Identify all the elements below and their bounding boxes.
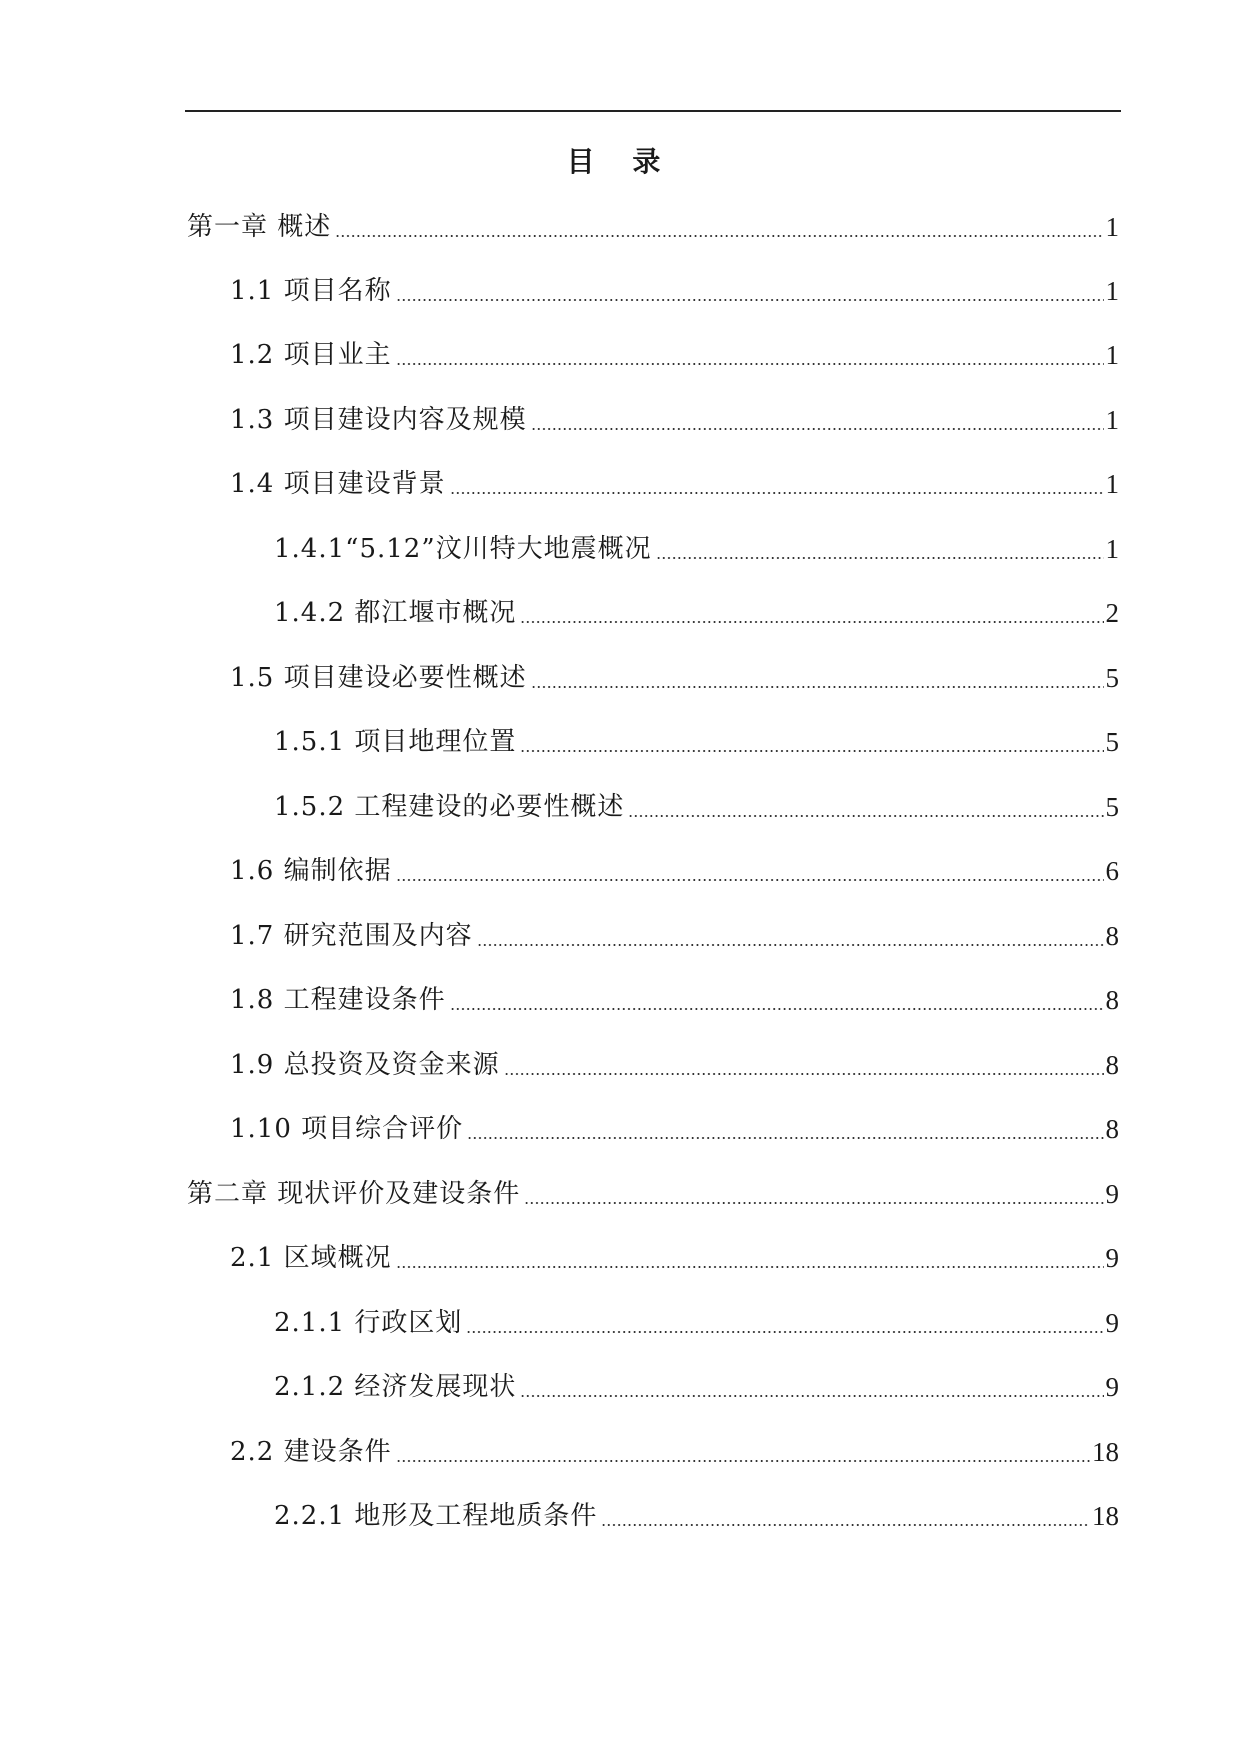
toc-entry-page: 1 [1105,340,1119,370]
toc-entry[interactable] [230,1109,1119,1149]
toc-entry[interactable] [274,529,1119,569]
toc-entry-label: 1.4.1“5.12”汶川特大地震概况 [274,534,652,564]
dot-leader [466,1303,1103,1343]
dot-leader [601,1496,1090,1536]
toc-entry-page: 1 [1105,276,1119,306]
toc-entry-page: 1 [1105,469,1119,499]
toc-entry-label: 1.5 项目建设必要性概述 [230,663,527,693]
toc-entry[interactable] [230,464,1119,504]
toc-entry-page: 1 [1105,405,1119,435]
dot-leader [531,658,1104,698]
toc-entry-label: 1.1 项目名称 [230,276,392,306]
toc-entry-page: 18 [1092,1437,1119,1467]
toc-entry-page: 5 [1105,727,1119,757]
toc-entry-label: 1.3 项目建设内容及规模 [230,405,527,435]
toc-entry[interactable] [274,1496,1119,1536]
dot-leader [656,529,1104,569]
toc-entry[interactable] [274,787,1119,827]
dot-leader [335,207,1103,247]
toc-entry-label: 2.1 区域概况 [230,1243,392,1273]
dot-leader [504,1045,1104,1085]
toc-entry-label: 1.7 研究范围及内容 [230,921,473,951]
dot-leader [450,980,1104,1020]
toc-entry-label: 1.6 编制依据 [230,856,392,886]
dot-leader [450,464,1104,504]
toc-entry[interactable] [230,1238,1119,1278]
toc-entry-page: 6 [1105,856,1119,886]
toc-entry-label: 2.1.2 经济发展现状 [274,1372,517,1402]
toc-entry[interactable] [230,916,1119,956]
dot-leader [520,593,1103,633]
dot-leader [524,1174,1103,1214]
toc-entry-label: 1.9 总投资及资金来源 [230,1050,500,1080]
toc-entry-label: 2.2.1 地形及工程地质条件 [274,1501,598,1531]
toc-entry-label: 1.10 项目综合评价 [230,1114,464,1144]
dot-leader [396,851,1104,891]
dot-leader [520,1367,1103,1407]
toc-entry[interactable] [230,658,1119,698]
toc-entry[interactable] [230,335,1119,375]
toc-entry[interactable] [187,1174,1119,1214]
toc-entry-label: 2.2 建设条件 [230,1437,392,1467]
toc-entry-page: 8 [1105,921,1119,951]
dot-leader [396,1238,1104,1278]
toc-entry[interactable] [274,722,1119,762]
toc-entry-page: 5 [1105,792,1119,822]
toc-title: 目 录 [566,145,675,178]
dot-leader [531,400,1104,440]
dot-leader [628,787,1103,827]
toc-entry-label: 第二章 现状评价及建设条件 [187,1179,521,1209]
dot-leader [467,1109,1103,1149]
toc-entry-page: 9 [1105,1243,1119,1273]
toc-entry-page: 18 [1092,1501,1119,1531]
toc-entry-label: 第一章 概述 [187,212,332,242]
toc-entry[interactable] [230,851,1119,891]
toc-entry-label: 1.5.1 项目地理位置 [274,727,517,757]
toc-entry-page: 8 [1105,1114,1119,1144]
toc-entry-page: 8 [1105,1050,1119,1080]
toc-entry[interactable] [187,207,1119,247]
toc-entry[interactable] [274,593,1119,633]
toc-entry-page: 9 [1105,1179,1119,1209]
toc-entry[interactable] [230,271,1119,311]
toc-entry[interactable] [230,400,1119,440]
toc-entry-page: 1 [1105,534,1119,564]
toc-entry[interactable] [274,1303,1119,1343]
toc-entry-label: 1.2 项目业主 [230,340,392,370]
dot-leader [520,722,1103,762]
toc-entry-page: 2 [1105,598,1119,628]
dot-leader [396,1432,1090,1472]
toc-entry[interactable] [230,1432,1119,1472]
toc-entry-page: 1 [1105,212,1119,242]
toc-entry-page: 5 [1105,663,1119,693]
toc-entry[interactable] [230,1045,1119,1085]
dot-leader [396,335,1104,375]
toc-entry-label: 1.4.2 都江堰市概况 [274,598,517,628]
toc-entry-page: 8 [1105,985,1119,1015]
dot-leader [396,271,1104,311]
toc-entry[interactable] [230,980,1119,1020]
toc-entry-label: 1.8 工程建设条件 [230,985,446,1015]
toc-entry-label: 2.1.1 行政区划 [274,1308,463,1338]
toc-entry-label: 1.4 项目建设背景 [230,469,446,499]
toc-entry-page: 9 [1105,1308,1119,1338]
toc-entry[interactable] [274,1367,1119,1407]
toc-entry-label: 1.5.2 工程建设的必要性概述 [274,792,625,822]
dot-leader [477,916,1104,956]
toc-entry-page: 9 [1105,1372,1119,1402]
